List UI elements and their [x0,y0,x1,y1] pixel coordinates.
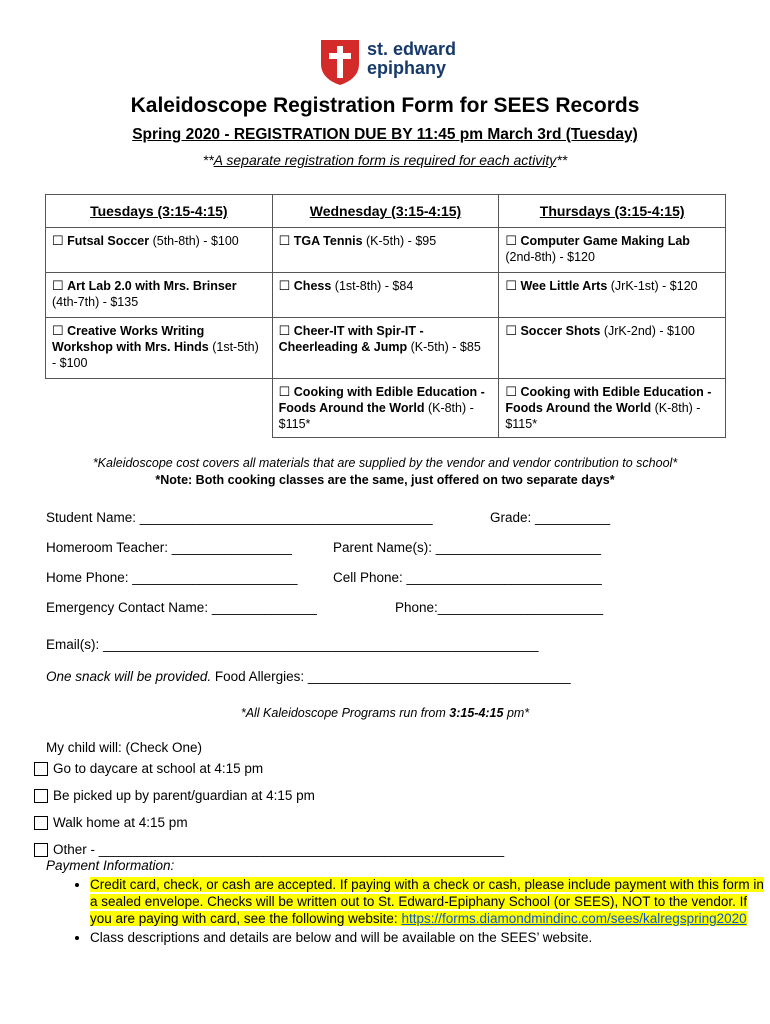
email-field[interactable]: Email(s): __________________________________________________________ [46,637,539,652]
dismissal-heading: My child will: (Check One) [46,740,203,755]
activity-cell[interactable]: ☐ TGA Tennis (K-5th) - $95 [272,228,499,273]
checkbox-icon[interactable]: ☐ [52,278,64,293]
checkbox-icon[interactable]: ☐ [52,233,64,248]
checkbox-icon[interactable]: ☐ [52,323,64,338]
activity-cell[interactable]: ☐ Art Lab 2.0 with Mrs. Brinser (4th-7th) - $135 [46,273,273,318]
page-subtitle: Spring 2020 - REGISTRATION DUE BY 11:45 pm March 3rd (Tuesday) [132,126,638,143]
daycare-label: Go to daycare at school at 4:15 pm [53,761,264,776]
pickup-checkbox[interactable] [34,789,48,803]
checkbox-icon[interactable]: ☐ [505,384,517,399]
payment-list [54,876,766,948]
checkbox-icon[interactable]: ☐ [278,384,291,399]
logo-line-2: epiphany [367,58,447,78]
checkbox-icon[interactable]: ☐ [278,323,291,338]
walk-home-label: Walk home at 4:15 pm [53,815,188,830]
payment-instructions: Credit card, check, or cash are accepted. If paying with a check or cash, please include payment with this form in a sealed envelope. Checks will be written out to St. Edward-Epiphany School (or SEES), NOT to the vendor. If you are paying with card, see the following website: https://forms.diamondmindinc.com/sees/kalregspring2020 [90,877,764,926]
shield-cross-icon [319,38,361,86]
cooking-note: *Note: Both cooking classes are the same, just offered on two separate days* [155,473,615,487]
daycare-checkbox[interactable] [34,762,48,776]
program-time-note: *All Kaleidoscope Programs run from 3:15-4:15 pm* [240,706,530,720]
homeroom-teacher-field[interactable]: Homeroom Teacher: ________________ [46,540,292,555]
checkbox-icon[interactable]: ☐ [278,278,291,293]
student-name-field[interactable]: Student Name: _______________________________________ [46,510,433,525]
checkbox-icon[interactable]: ☐ [505,278,517,293]
cost-note: *Kaleidoscope cost covers all materials that are supplied by the vendor and vendor contribution to school* [92,456,678,470]
list-item: • Class descriptions and details are below and will be available on the SEES’ website. [90,929,766,946]
activity-cell[interactable]: ☐ Soccer Shots (JrK-2nd) - $100 [499,318,726,379]
activity-cell[interactable]: ☐ Cooking with Edible Education - Foods Around the World (K-8th) - $115* [499,379,726,438]
grade-field[interactable]: Grade: __________ [490,510,611,525]
home-phone-field[interactable]: Home Phone: ______________________ [46,570,298,585]
checkbox-icon[interactable]: ☐ [505,233,517,248]
activity-cell[interactable]: ☐ Futsal Soccer (5th-8th) - $100 [46,228,273,273]
activity-cell[interactable]: ☐ Creative Works Writing Workshop with Mrs. Hinds (1st-5th) - $100 [46,318,273,379]
column-header-thursday: Thursdays (3:15-4:15) [499,195,726,228]
food-allergies-field[interactable]: One snack will be provided. Food Allergies: ___________________________________ [46,669,571,684]
list-item [90,876,766,927]
cell-phone-field[interactable]: Cell Phone: __________________________ [333,570,602,585]
separate-form-note: **A separate registration form is required for each activity** [202,152,568,168]
logo-line-1: st. edward [367,39,457,59]
column-header-wednesday: Wednesday (3:15-4:15) [272,195,499,228]
parent-name-field[interactable]: Parent Name(s): ______________________ [333,540,601,555]
walk-home-checkbox[interactable] [34,816,48,830]
activity-cell[interactable]: ☐ Chess (1st-8th) - $84 [272,273,499,318]
column-header-tuesday: Tuesdays (3:15-4:15) [46,195,273,228]
page-title: Kaleidoscope Registration Form for SEES Records [130,94,640,117]
other-checkbox[interactable] [34,843,48,857]
emergency-phone-field[interactable]: Phone:______________________ [395,600,603,615]
activity-cell[interactable]: ☐ Cheer-IT with Spir-IT - Cheerleading & Jump (K-5th) - $85 [272,318,499,379]
emergency-contact-field[interactable]: Emergency Contact Name: ______________ [46,600,317,615]
checkbox-icon[interactable]: ☐ [505,323,517,338]
activity-cell[interactable]: ☐ Cooking with Edible Education - Foods Around the World (K-8th) - $115* [272,379,499,438]
payment-heading: Payment Information: [46,858,175,873]
registration-link[interactable]: https://forms.diamondmindinc.com/sees/kalregspring2020 [401,911,747,926]
empty-cell [46,379,273,438]
checkbox-icon[interactable]: ☐ [278,233,291,248]
school-logo [319,38,479,86]
activity-table [45,194,726,438]
activity-cell[interactable]: ☐ Wee Little Arts (JrK-1st) - $120 [499,273,726,318]
activity-cell[interactable]: ☐ Computer Game Making Lab (2nd-8th) - $120 [499,228,726,273]
other-label[interactable]: Other - ______________________________________________________ [53,842,505,857]
pickup-label: Be picked up by parent/guardian at 4:15 pm [53,788,315,803]
